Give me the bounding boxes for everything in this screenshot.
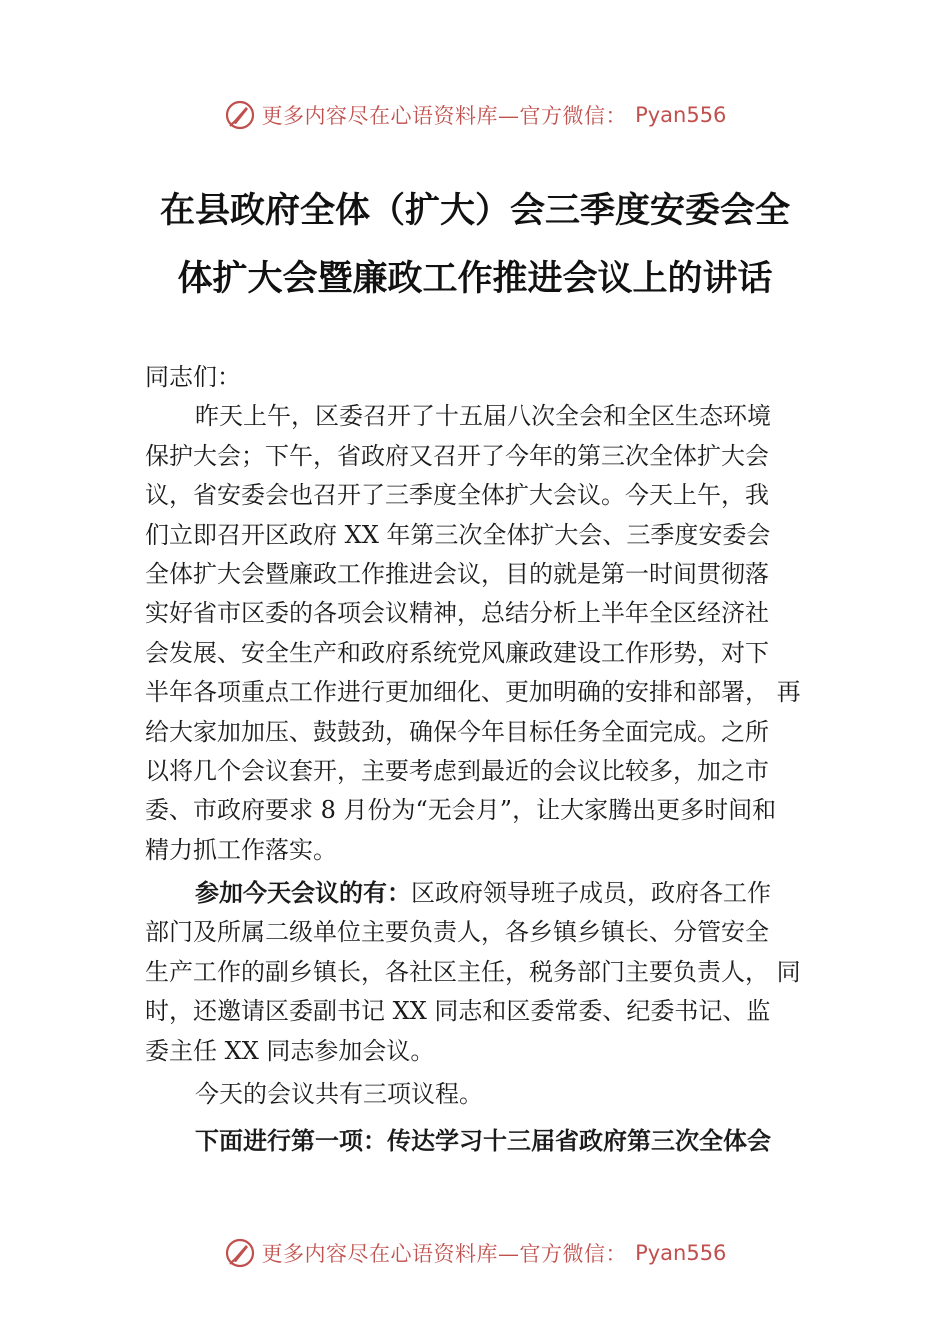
quill-logo-icon [224, 99, 256, 131]
banner-text: 更多内容尽在心语资料库—官方微信： [261, 1242, 628, 1266]
paragraph-line: 实好省市区委的各项会议精神，总结分析上半年全区经济社 [145, 599, 769, 628]
paragraph-line: 生产工作的副乡镇长，各社区主任，税务部门主要负责人， 同 [145, 957, 801, 986]
document-body [145, 358, 810, 1162]
document-title-line-1: 在县政府全体（扩大）会三季度安委会全 [159, 190, 790, 231]
paragraph-line: 精力抓工作落实。 [145, 835, 337, 864]
paragraph-line: 们立即召开区政府 XX 年第三次全体扩大会、三季度安委会 [145, 520, 771, 549]
paragraph-line: 半年各项重点工作进行更加细化、更加明确的安排和部署， 再 [145, 678, 801, 707]
paragraph-line: 委主任 XX 同志参加会议。 [145, 1036, 435, 1065]
paragraph-2 [145, 874, 810, 1071]
banner-text: 更多内容尽在心语资料库—官方微信： [261, 104, 628, 128]
attendees-lead: 参加今天会议的有： [195, 879, 411, 908]
paragraph-line: 会发展、安全生产和政府系统党风廉政建设工作形势，对下 [145, 638, 769, 667]
paragraph-3: 今天的会议共有三项议程。 [195, 1080, 483, 1109]
paragraph-1 [145, 397, 810, 870]
agenda-item-1-heading: 下面进行第一项：传达学习十三届省政府第三次全体会 [195, 1127, 771, 1156]
header-banner [0, 95, 950, 135]
salutation: 同志们： [145, 363, 241, 391]
paragraph-line: 议，省安委会也召开了三季度全体扩大会议。今天上午，我 [145, 481, 769, 510]
paragraph-line: 昨天上午，区委召开了十五届八次全会和全区生态环境 [195, 402, 771, 431]
footer-banner [0, 1233, 950, 1273]
banner-wechat-id: Pyan556 [635, 103, 727, 127]
paragraph-line: 全体扩大会暨廉政工作推进会议，目的就是第一时间贯彻落 [145, 559, 769, 588]
paragraph-line: 部门及所属二级单位主要负责人，各乡镇乡镇长、分管安全 [145, 918, 769, 947]
banner-wechat-id: Pyan556 [635, 1241, 727, 1265]
paragraph-line: 保护大会；下午，省政府又召开了今年的第三次全体扩大会 [145, 441, 769, 470]
paragraph-line: 给大家加加压、鼓鼓劲，确保今年目标任务全面完成。之所 [145, 717, 769, 746]
paragraph-line: 委、市政府要求 8 月份为“无会月”，让大家腾出更多时间和 [145, 796, 777, 825]
paragraph-line: 时，还邀请区委副书记 XX 同志和区委常委、纪委书记、监 [145, 997, 771, 1026]
paragraph-line: 以将几个会议套开，主要考虑到最近的会议比较多，加之市 [145, 756, 769, 785]
attendees-text: 区政府领导班子成员，政府各工作 [411, 879, 771, 908]
paragraph-line [145, 874, 810, 913]
document-title-line-2: 体扩大会暨廉政工作推进会议上的讲话 [177, 258, 773, 299]
quill-logo-icon [224, 1237, 256, 1269]
